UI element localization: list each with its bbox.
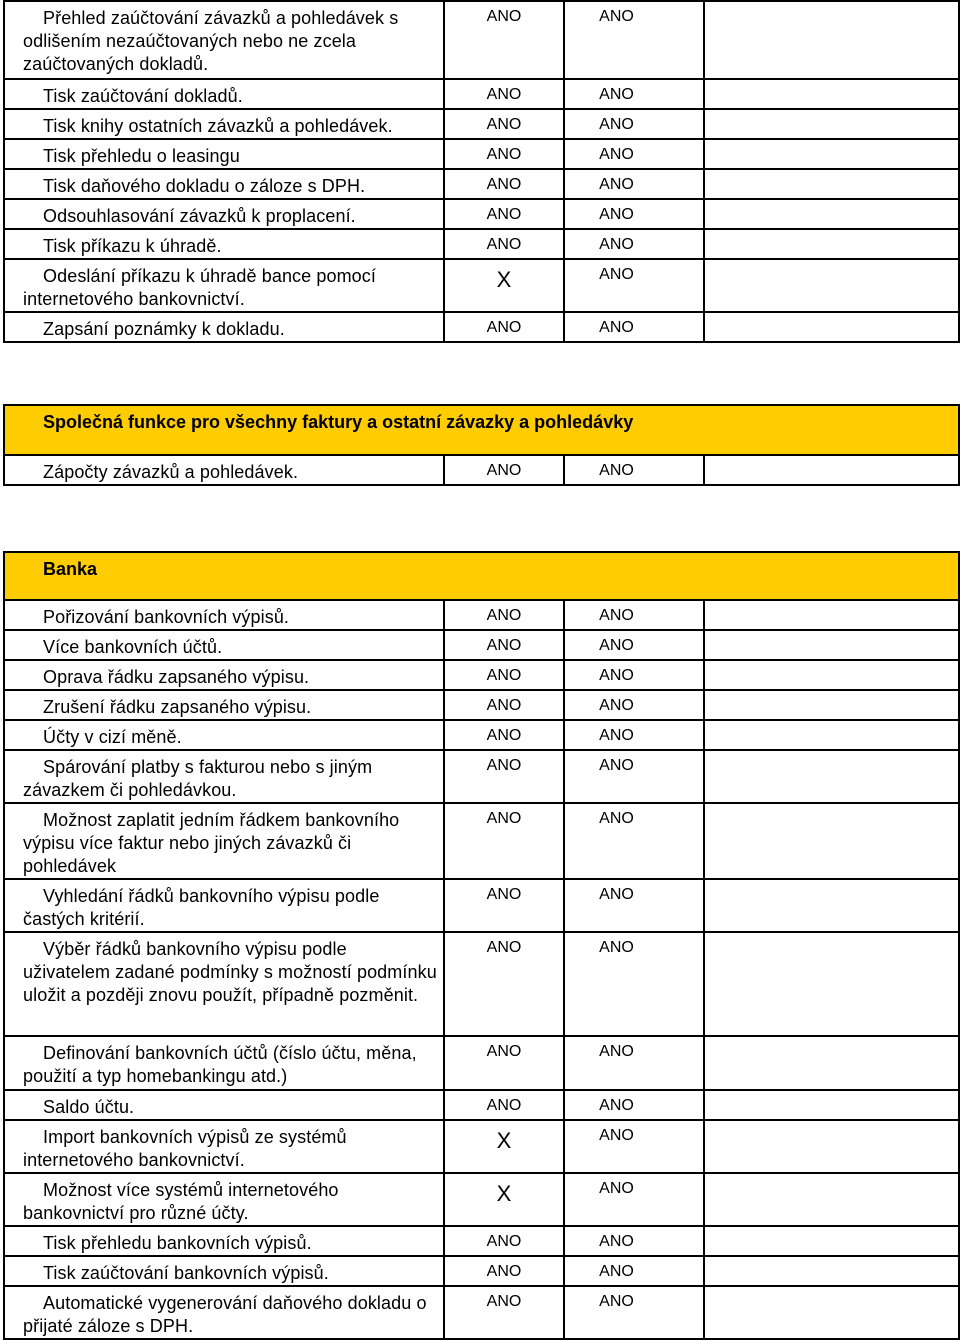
value-cell-1: X bbox=[444, 1173, 564, 1226]
value-cell-1: ANO bbox=[444, 803, 564, 879]
value-cell-2: ANO bbox=[564, 630, 704, 660]
table-row bbox=[4, 600, 959, 630]
table-row bbox=[4, 1173, 959, 1226]
value-cell-1: ANO bbox=[444, 1226, 564, 1256]
value-cell-1: ANO bbox=[444, 1286, 564, 1339]
features-table-3 bbox=[3, 551, 960, 1340]
feature-description-text: Tisk daňového dokladu o záloze s DPH. bbox=[43, 176, 366, 196]
feature-description bbox=[4, 1090, 444, 1120]
feature-description bbox=[4, 229, 444, 259]
empty-cell bbox=[704, 660, 959, 690]
feature-description-text: Účty v cizí měně. bbox=[43, 727, 182, 747]
feature-description-text: Saldo účtu. bbox=[43, 1097, 135, 1117]
table-row bbox=[4, 139, 959, 169]
feature-description bbox=[4, 803, 444, 879]
empty-cell bbox=[704, 803, 959, 879]
value-cell-2: ANO bbox=[564, 1226, 704, 1256]
feature-description-text: Vyhledání řádků bankovního výpisu podle častých kritérií. bbox=[23, 886, 380, 929]
table-row bbox=[4, 312, 959, 342]
table-row bbox=[4, 199, 959, 229]
empty-cell bbox=[704, 932, 959, 1036]
feature-description-text: Možnost zaplatit jedním řádkem bankovního výpisu více faktur nebo jiných závazků či pohledávek bbox=[23, 810, 400, 876]
feature-description bbox=[4, 660, 444, 690]
table-row bbox=[4, 1256, 959, 1286]
empty-cell bbox=[704, 720, 959, 750]
feature-description bbox=[4, 1120, 444, 1173]
table-row bbox=[4, 79, 959, 109]
feature-description bbox=[4, 259, 444, 312]
section-header-row bbox=[4, 552, 959, 600]
value-cell-1: ANO bbox=[444, 750, 564, 803]
table-row bbox=[4, 1, 959, 79]
empty-cell bbox=[704, 1173, 959, 1226]
value-cell-2: ANO bbox=[564, 600, 704, 630]
empty-cell bbox=[704, 1, 959, 79]
feature-description-text: Definování bankovních účtů (číslo účtu, měna, použití a typ homebankingu atd.) bbox=[23, 1043, 417, 1086]
feature-description-text: Tisk přehledu bankovních výpisů. bbox=[43, 1233, 312, 1253]
table-row bbox=[4, 109, 959, 139]
value-cell-1: ANO bbox=[444, 199, 564, 229]
value-cell-2: ANO bbox=[564, 720, 704, 750]
table-row bbox=[4, 690, 959, 720]
feature-description-text: Spárování platby s fakturou nebo s jiným závazkem či pohledávkou. bbox=[23, 757, 373, 800]
value-cell-2: ANO bbox=[564, 199, 704, 229]
feature-description bbox=[4, 169, 444, 199]
table-row bbox=[4, 1226, 959, 1256]
table-row bbox=[4, 932, 959, 1036]
value-cell-2: ANO bbox=[564, 660, 704, 690]
value-cell-1: ANO bbox=[444, 879, 564, 932]
feature-description-text: Tisk zaúčtování bankovních výpisů. bbox=[43, 1263, 329, 1283]
section-header-text: Společná funkce pro všechny faktury a ostatní závazky a pohledávky bbox=[43, 412, 634, 432]
empty-cell bbox=[704, 312, 959, 342]
feature-description bbox=[4, 932, 444, 1036]
value-cell-2: ANO bbox=[564, 1120, 704, 1173]
value-cell-1: ANO bbox=[444, 139, 564, 169]
value-cell-2: ANO bbox=[564, 1090, 704, 1120]
empty-cell bbox=[704, 1226, 959, 1256]
feature-description bbox=[4, 879, 444, 932]
value-cell-1: ANO bbox=[444, 169, 564, 199]
feature-description bbox=[4, 1286, 444, 1339]
feature-description-text: Tisk příkazu k úhradě. bbox=[43, 236, 222, 256]
value-cell-2: ANO bbox=[564, 169, 704, 199]
section-header-row bbox=[4, 405, 959, 455]
table-row bbox=[4, 229, 959, 259]
empty-cell bbox=[704, 630, 959, 660]
empty-cell bbox=[704, 109, 959, 139]
feature-description bbox=[4, 750, 444, 803]
feature-description-text: Oprava řádku zapsaného výpisu. bbox=[43, 667, 310, 687]
value-cell-1: ANO bbox=[444, 932, 564, 1036]
feature-description-text: Výběr řádků bankovního výpisu podle uživatelem zadané podmínky s možností podmínku uložit a později znovu použít, případně pozměnit. bbox=[23, 939, 437, 1005]
feature-description bbox=[4, 1256, 444, 1286]
value-cell-1: ANO bbox=[444, 630, 564, 660]
value-cell-2: ANO bbox=[564, 139, 704, 169]
feature-description-text: Přehled zaúčtování závazků a pohledávek s odlišením nezaúčtovaných nebo ne zcela zaúčtovaných dokladů. bbox=[23, 8, 399, 74]
empty-cell bbox=[704, 600, 959, 630]
table-row bbox=[4, 1286, 959, 1339]
empty-cell bbox=[704, 1256, 959, 1286]
empty-cell bbox=[704, 1036, 959, 1090]
value-cell-2: ANO bbox=[564, 312, 704, 342]
value-cell-1: ANO bbox=[444, 660, 564, 690]
empty-cell bbox=[704, 879, 959, 932]
empty-cell bbox=[704, 79, 959, 109]
value-cell-2: ANO bbox=[564, 1173, 704, 1226]
value-cell-1: ANO bbox=[444, 312, 564, 342]
value-cell-1: ANO bbox=[444, 1, 564, 79]
value-cell-2: ANO bbox=[564, 1286, 704, 1339]
value-cell-1: ANO bbox=[444, 720, 564, 750]
value-cell-1: ANO bbox=[444, 1036, 564, 1090]
empty-cell bbox=[704, 1120, 959, 1173]
feature-description-text: Import bankovních výpisů ze systémů internetového bankovnictví. bbox=[23, 1127, 347, 1170]
section-header-text: Banka bbox=[43, 559, 98, 579]
table-row bbox=[4, 1120, 959, 1173]
section-header bbox=[4, 405, 959, 455]
empty-cell bbox=[704, 169, 959, 199]
feature-description bbox=[4, 1173, 444, 1226]
section-header bbox=[4, 552, 959, 600]
empty-cell bbox=[704, 259, 959, 312]
feature-description-text: Tisk knihy ostatních závazků a pohledávek. bbox=[43, 116, 393, 136]
value-cell-1: ANO bbox=[444, 455, 564, 485]
table-row bbox=[4, 750, 959, 803]
feature-description bbox=[4, 199, 444, 229]
feature-description-text: Odeslání příkazu k úhradě bance pomocí internetového bankovnictví. bbox=[23, 266, 376, 309]
value-cell-2: ANO bbox=[564, 879, 704, 932]
value-cell-2: ANO bbox=[564, 79, 704, 109]
value-cell-2: ANO bbox=[564, 229, 704, 259]
value-cell-2: ANO bbox=[564, 690, 704, 720]
table-row bbox=[4, 803, 959, 879]
value-cell-2: ANO bbox=[564, 1036, 704, 1090]
value-cell-1: X bbox=[444, 1120, 564, 1173]
value-cell-1: ANO bbox=[444, 600, 564, 630]
feature-description-text: Zapsání poznámky k dokladu. bbox=[43, 319, 285, 339]
value-cell-1: X bbox=[444, 259, 564, 312]
feature-description bbox=[4, 455, 444, 485]
value-cell-1: ANO bbox=[444, 1090, 564, 1120]
value-cell-1: ANO bbox=[444, 690, 564, 720]
feature-description bbox=[4, 720, 444, 750]
value-cell-1: ANO bbox=[444, 1256, 564, 1286]
feature-description bbox=[4, 312, 444, 342]
empty-cell bbox=[704, 199, 959, 229]
feature-description bbox=[4, 690, 444, 720]
feature-description-text: Odsouhlasování závazků k proplacení. bbox=[43, 206, 356, 226]
value-cell-1: ANO bbox=[444, 109, 564, 139]
features-table-2 bbox=[3, 404, 960, 486]
feature-description bbox=[4, 109, 444, 139]
table-row bbox=[4, 1036, 959, 1090]
value-cell-2: ANO bbox=[564, 750, 704, 803]
empty-cell bbox=[704, 690, 959, 720]
feature-description-text: Více bankovních účtů. bbox=[43, 637, 223, 657]
feature-description bbox=[4, 630, 444, 660]
table-row bbox=[4, 169, 959, 199]
table-row bbox=[4, 1090, 959, 1120]
value-cell-2: ANO bbox=[564, 932, 704, 1036]
empty-cell bbox=[704, 1286, 959, 1339]
empty-cell bbox=[704, 1090, 959, 1120]
feature-description bbox=[4, 1036, 444, 1090]
feature-description-text: Zápočty závazků a pohledávek. bbox=[43, 462, 299, 482]
feature-description-text: Automatické vygenerování daňového dokladu o přijaté záloze s DPH. bbox=[23, 1293, 427, 1336]
value-cell-2: ANO bbox=[564, 455, 704, 485]
table-row bbox=[4, 879, 959, 932]
value-cell-2: ANO bbox=[564, 1, 704, 79]
feature-description-text: Zrušení řádku zapsaného výpisu. bbox=[43, 697, 312, 717]
feature-description-text: Tisk zaúčtování dokladů. bbox=[43, 86, 243, 106]
empty-cell bbox=[704, 139, 959, 169]
feature-description-text: Pořizování bankovních výpisů. bbox=[43, 607, 290, 627]
feature-description-text: Tisk přehledu o leasingu bbox=[43, 146, 240, 166]
table-row bbox=[4, 455, 959, 485]
feature-description-text: Možnost více systémů internetového bankovnictví pro různé účty. bbox=[23, 1180, 339, 1223]
feature-description bbox=[4, 1226, 444, 1256]
value-cell-1: ANO bbox=[444, 79, 564, 109]
table-row bbox=[4, 720, 959, 750]
table-row bbox=[4, 259, 959, 312]
value-cell-1: ANO bbox=[444, 229, 564, 259]
value-cell-2: ANO bbox=[564, 803, 704, 879]
table-row bbox=[4, 630, 959, 660]
empty-cell bbox=[704, 455, 959, 485]
features-table-1 bbox=[3, 0, 960, 343]
feature-description bbox=[4, 79, 444, 109]
feature-description bbox=[4, 600, 444, 630]
empty-cell bbox=[704, 750, 959, 803]
feature-description bbox=[4, 1, 444, 79]
value-cell-2: ANO bbox=[564, 109, 704, 139]
empty-cell bbox=[704, 229, 959, 259]
feature-description bbox=[4, 139, 444, 169]
value-cell-2: ANO bbox=[564, 259, 704, 312]
table-row bbox=[4, 660, 959, 690]
value-cell-2: ANO bbox=[564, 1256, 704, 1286]
